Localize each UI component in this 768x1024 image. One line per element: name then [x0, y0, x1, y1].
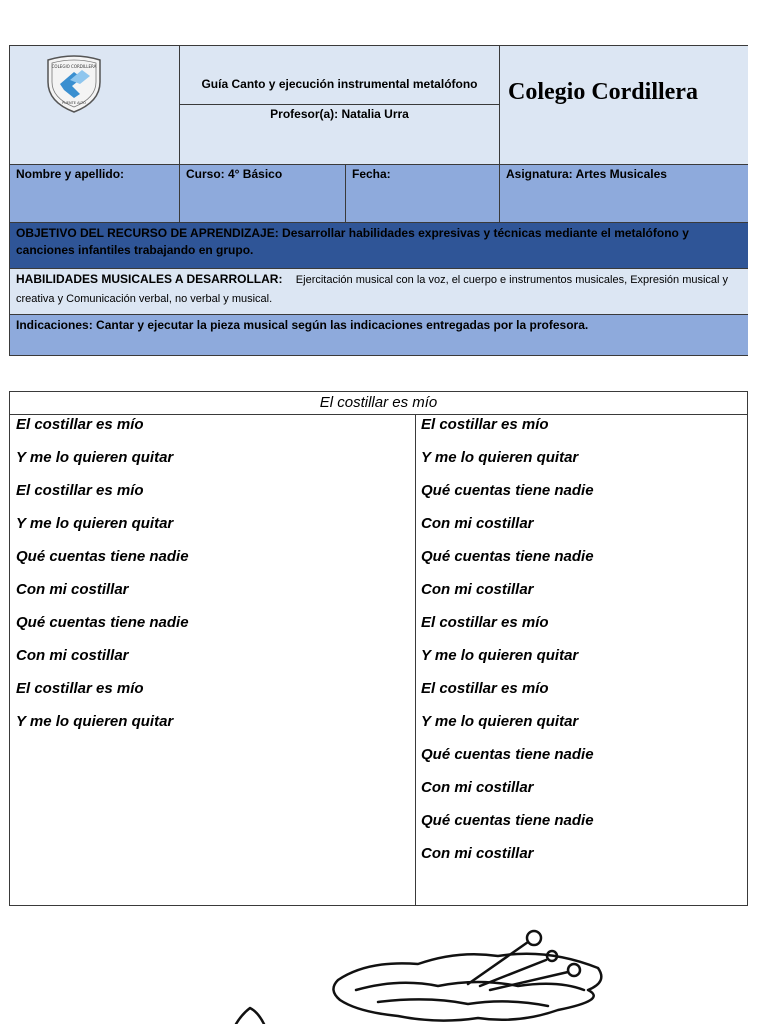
- habilidades-label: HABILIDADES MUSICALES A DESARROLLAR:: [16, 272, 283, 286]
- curso-field: [179, 164, 345, 222]
- objetivo-row: [10, 222, 748, 268]
- asignatura-label: Asignatura: Artes Musicales: [506, 167, 667, 181]
- lyric-line: El costillar es mío: [16, 680, 144, 697]
- asignatura-field: [499, 164, 748, 222]
- lyric-line: Y me lo quieren quitar: [421, 647, 579, 664]
- lyric-line: Con mi costillar: [421, 779, 534, 796]
- title-divider: [180, 104, 499, 105]
- song-column-left: [10, 415, 416, 905]
- curso-label: Curso: 4° Básico: [186, 167, 283, 181]
- lyric-line: Con mi costillar: [421, 581, 534, 598]
- lyric-line: Qué cuentas tiene nadie: [421, 548, 594, 565]
- objetivo-text: OBJETIVO DEL RECURSO DE APRENDIZAJE: Desarrollar habilidades expresivas y técnicas mediante el metalófono y canciones infantiles trabajando en grupo.: [16, 226, 689, 257]
- habilidades-text: Ejercitación musical con la voz, el cuerpo e instrumentos musicales, Expresión musical y creativa y Comunicación verbal, no verbal y musical.: [16, 274, 729, 305]
- lyric-line: Y me lo quieren quitar: [421, 713, 579, 730]
- school-logo: [42, 54, 106, 114]
- fecha-label: Fecha:: [352, 167, 391, 181]
- nombre-field: [10, 164, 179, 222]
- logo-cell: [10, 46, 179, 164]
- colegio-cell: [499, 46, 748, 164]
- school-name: Colegio Cordillera: [508, 79, 698, 105]
- lyric-line: El costillar es mío: [421, 416, 549, 433]
- habilidades-row: [10, 268, 748, 314]
- lyric-line: Qué cuentas tiene nadie: [421, 812, 594, 829]
- lyric-line: El costillar es mío: [16, 482, 144, 499]
- lyric-line: El costillar es mío: [421, 680, 549, 697]
- lyric-line: Y me lo quieren quitar: [421, 449, 579, 466]
- logo-text-bottom: PUENTE ALTO: [62, 101, 86, 105]
- lyric-line: Con mi costillar: [16, 581, 129, 598]
- indicaciones-text: Indicaciones: Cantar y ejecutar la pieza musical según las indicaciones entregadas por la profesora.: [16, 318, 589, 332]
- lyric-line: Qué cuentas tiene nadie: [16, 614, 189, 631]
- lyric-line: Qué cuentas tiene nadie: [16, 548, 189, 565]
- teacher-name: Profesor(a): Natalia Urra: [270, 107, 409, 121]
- lyric-line: Y me lo quieren quitar: [16, 713, 174, 730]
- lyric-line: Con mi costillar: [421, 515, 534, 532]
- guia-cell: [179, 46, 499, 164]
- flower-illustration: [228, 920, 628, 1024]
- lyric-line: Qué cuentas tiene nadie: [421, 746, 594, 763]
- lyric-line: Con mi costillar: [421, 845, 534, 862]
- nombre-label: Nombre y apellido:: [16, 167, 125, 181]
- song-table: [9, 391, 748, 906]
- lyric-line: Y me lo quieren quitar: [16, 515, 174, 532]
- lyric-line: Y me lo quieren quitar: [16, 449, 174, 466]
- lyric-line: El costillar es mío: [16, 416, 144, 433]
- lyric-line: Con mi costillar: [16, 647, 129, 664]
- indicaciones-row: [10, 314, 748, 355]
- logo-text-top: COLEGIO CORDILLERA: [51, 64, 97, 69]
- song-column-right: [415, 415, 747, 905]
- fecha-field: [345, 164, 499, 222]
- header-table: [9, 45, 748, 356]
- song-title: El costillar es mío: [10, 392, 747, 415]
- guide-title: Guía Canto y ejecución instrumental metalófono: [201, 77, 478, 91]
- lyric-line: Qué cuentas tiene nadie: [421, 482, 594, 499]
- lyric-line: El costillar es mío: [421, 614, 549, 631]
